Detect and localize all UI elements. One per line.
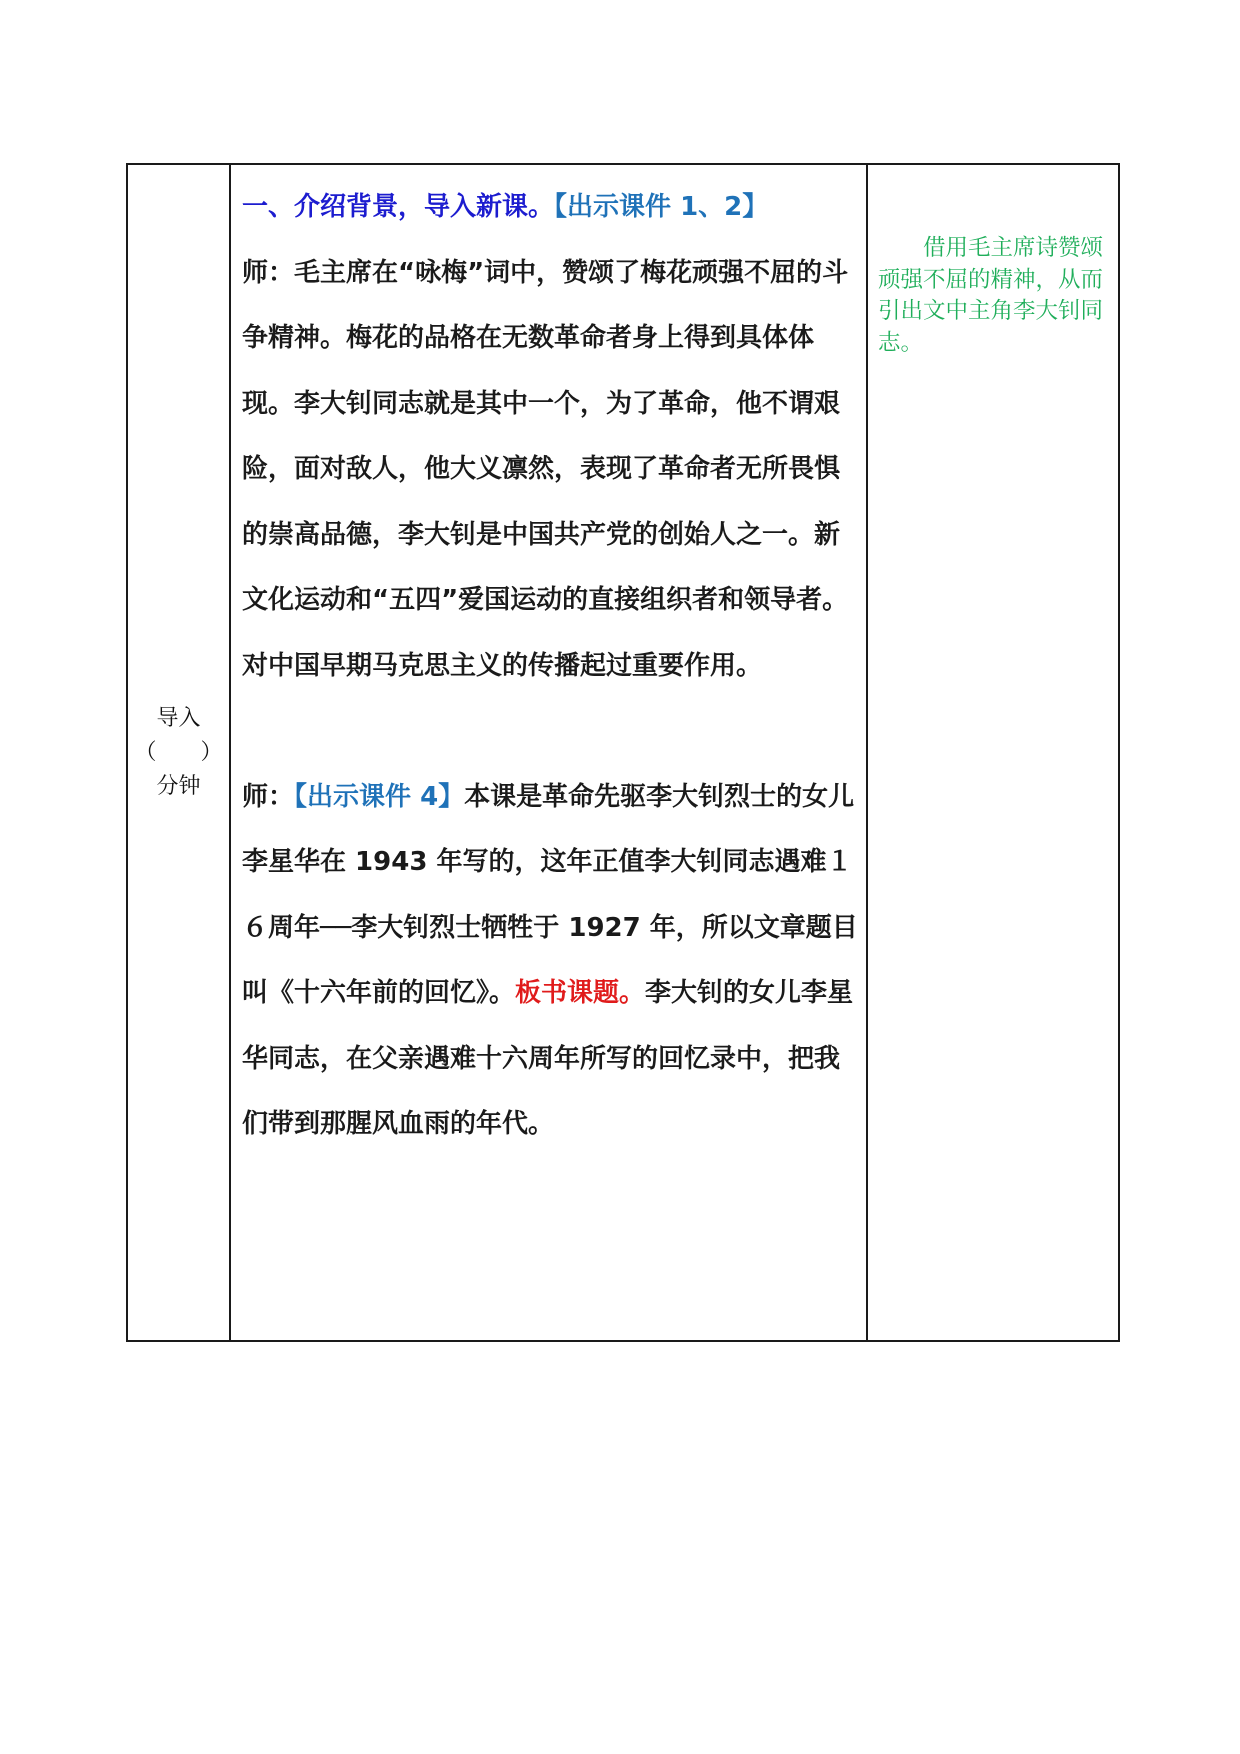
paragraph-spacer — [242, 699, 862, 765]
section-heading — [242, 175, 862, 241]
teacher-paragraph-2 — [242, 765, 862, 1158]
courseware-tag-2: 【出示课件 4】 — [294, 781, 465, 812]
table-row — [127, 164, 1119, 1341]
design-note-cell — [867, 164, 1119, 1341]
paragraph-2-text: 本课是革命先驱李大钊烈士的女儿李星华在 1943 年写的，这年正值李大钊同志遇难１６周年──李大钊烈士牺牲于 1927 年，所以文章题目叫《十六年前的回忆》。 — [242, 781, 858, 1008]
teaching-content-cell — [230, 164, 867, 1341]
teacher-paragraph-1: 师：毛主席在“咏梅”词中，赞颂了梅花顽强不屈的斗争精神。梅花的品格在无数革命者身上得到具体体现。李大钊同志就是其中一个，为了革命，他不谓艰险，面对敌人，他大义凛然，表现了革命者无所畏惧的崇高品德，李大钊是中国共产党的创始人之一。新文化运动和“五四”爱国运动的直接组织者和领导者。对中国早期马克思主义的传播起过重要作用。 — [242, 257, 849, 681]
stage-duration-blank: （ ） — [134, 739, 223, 765]
stage-title: 导入 — [156, 705, 201, 731]
paragraph-2-tail: 李大钊的女儿李星华同志，在父亲遇难十六周年所写的回忆录中，把我们带到那腥风血雨的年代。 — [242, 978, 854, 1139]
stage-label-cell — [127, 164, 230, 1341]
courseware-tag-1: 【出示课件 1、2】 — [554, 192, 769, 222]
stage-duration-unit: 分钟 — [156, 773, 201, 799]
lesson-plan-table — [126, 163, 1120, 1342]
teacher-prefix: 师： — [242, 781, 295, 812]
board-note: 板书课题。 — [515, 978, 646, 1008]
design-note-text: 借用毛主席诗赞颂顽强不屈的精神，从而引出文中主角李大钊同志。 — [878, 235, 1104, 356]
section-heading-text: 一、介绍背景，导入新课。 — [242, 192, 555, 222]
